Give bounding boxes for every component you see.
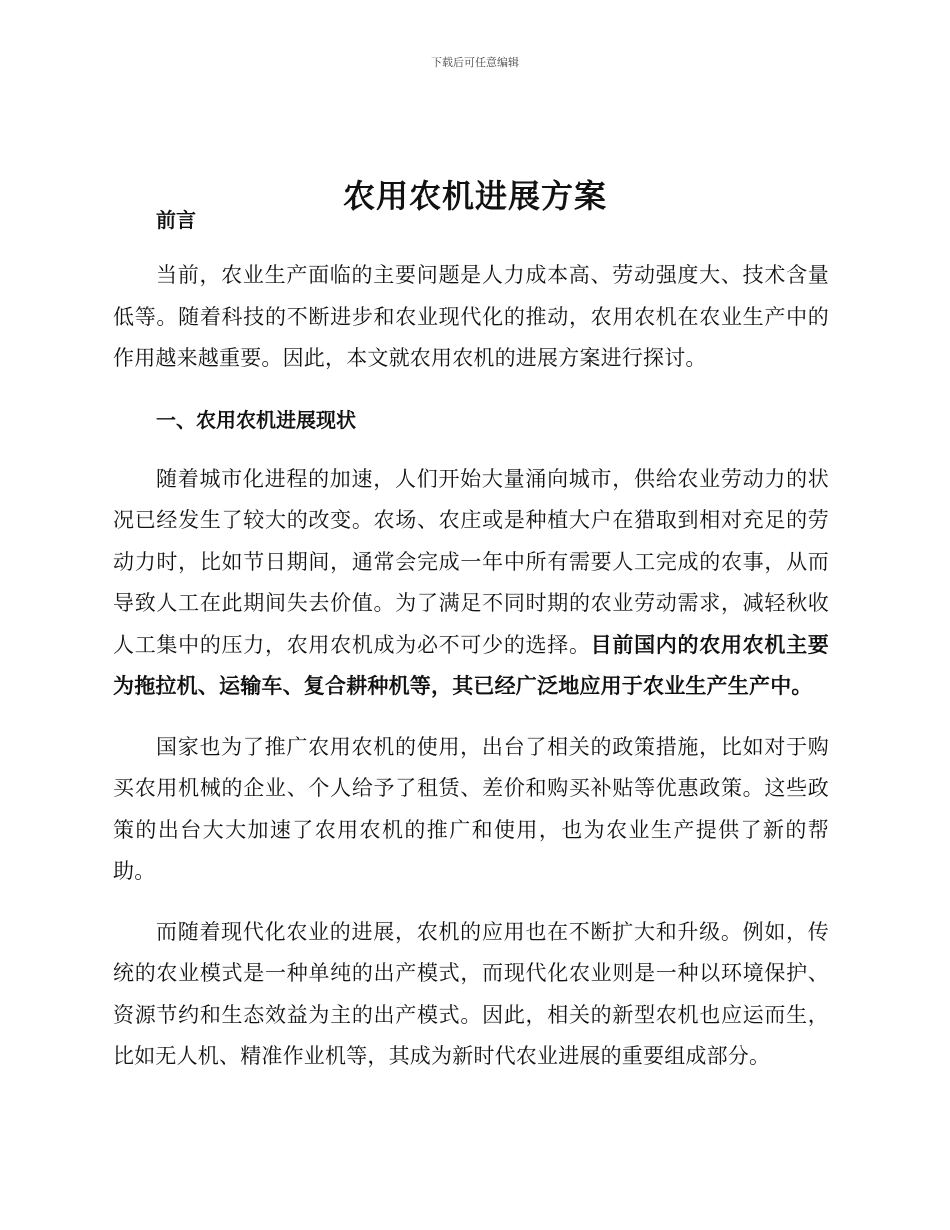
status-paragraph-1 [113,459,829,708]
status-paragraph-1-text: 随着城市化进程的加速，人们开始大量涌向城市，供给农业劳动力的状况已经发生了较大的改变。农场、农庄或是种植大户在猎取到相对充足的劳动力时，比如节日期间，通常会完成一年中所有需要人工完成的农事，从而导致人工在此期间失去价值。为了满足不同时期的农业劳动需求，减轻秋收人工集中的压力，农用农机成为必不可少的选择。 [113,466,829,657]
page-header: 下载后可任意编辑 [431,56,519,69]
document-body [113,200,829,1078]
section-heading-preface: 前言 [156,208,196,232]
document-title: 农用农机进展方案 [342,177,607,216]
status-paragraph-3: 而随着现代化农业的进展，农机的应用也在不断扩大和升级。例如，传统的农业模式是一种单纯的出产模式，而现代化农业则是一种以环境保护、资源节约和生态效益为主的出产模式。因此，相关的新型农机也应运而生，比如无人机、精准作业机等，其成为新时代农业进展的重要组成部分。 [113,919,829,1068]
status-paragraph-2: 国家也为了推广农用农机的使用，出台了相关的政策措施，比如对于购买农用机械的企业、个人给予了租赁、差价和购买补贴等优惠政策。这些政策的出台大大加速了农用农机的推广和使用，也为农业生产提供了新的帮助。 [113,734,829,883]
section-heading-status: 一、农用农机进展现状 [156,407,356,432]
status-paragraph-1-emphasis: 目前国内的农用农机主要为拖拉机、运输车、复合耕种机等，其已经广泛地应用于农业生产生产中。 [113,632,829,698]
preface-paragraph: 当前，农业生产面临的主要问题是人力成本高、劳动强度大、技术含量低等。随着科技的不断进步和农业现代化的推动，农用农机在农业生产中的作用越来越重要。因此，本文就农用农机的进展方案进行探讨。 [113,263,829,370]
